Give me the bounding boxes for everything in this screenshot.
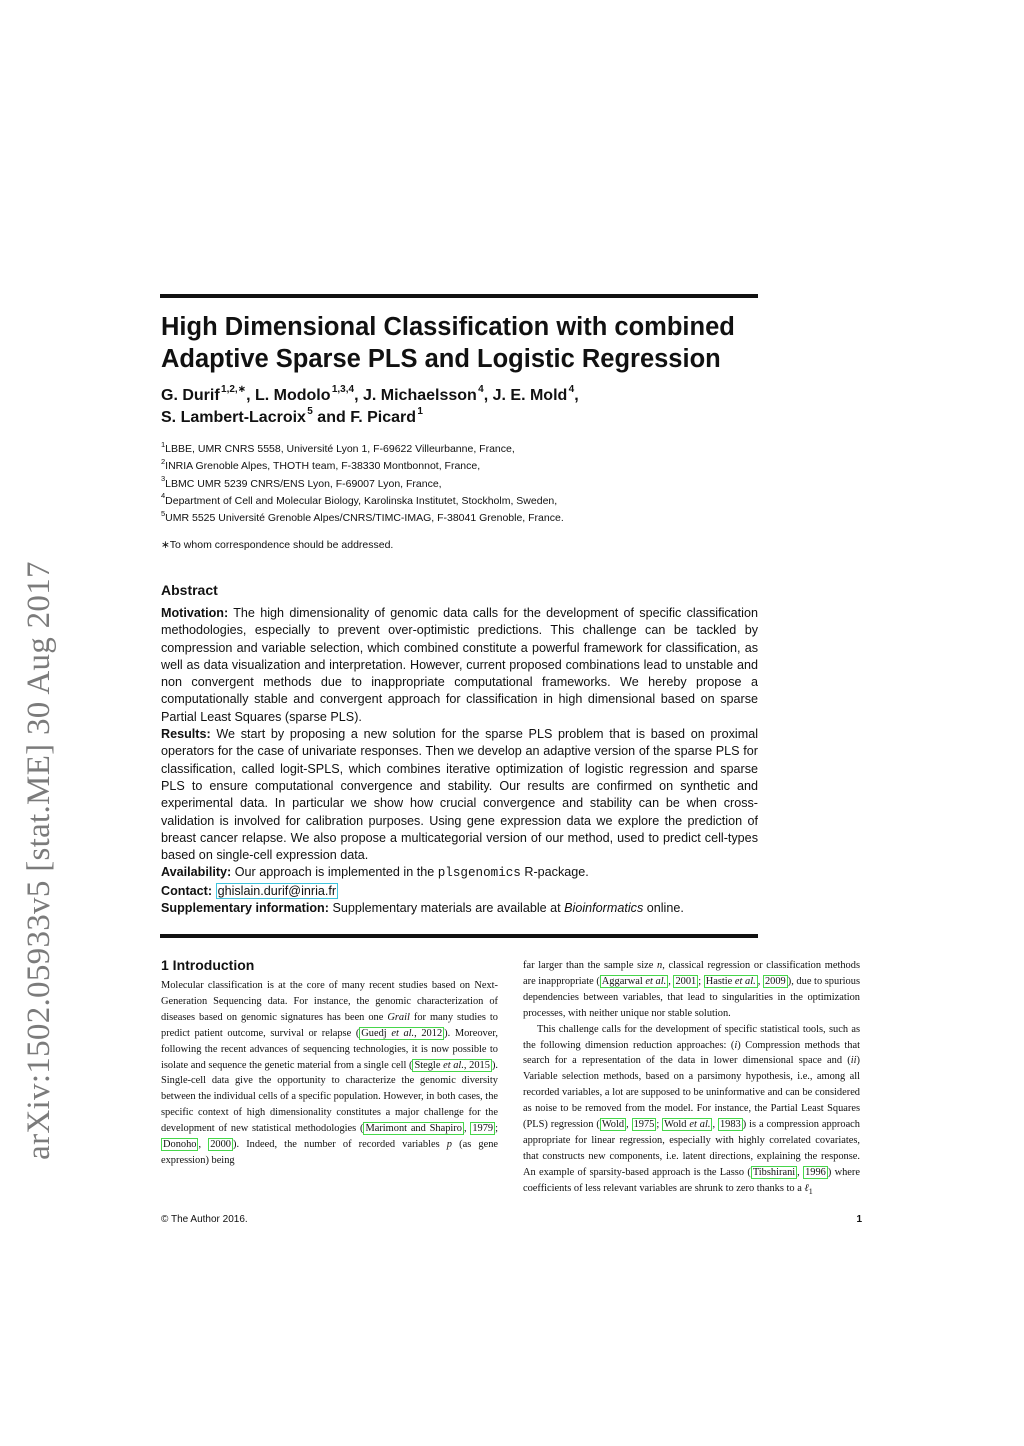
body-text: ). Single-cell data give the opportunity to characterize the genomic diversity between the individual cells of a specific population. However, in both cases, the specific context of high dimensionality constitutes a major challenge for the development of new statistical methodologies ( bbox=[161, 1059, 499, 1135]
math-subscript: 1 bbox=[808, 1186, 813, 1196]
body-text: ) Variable selection methods, based on a parsimony hypothesis, i.e., among all recorded variables, a lot are supposed to be uninformative and can be considered as noise to be removed from the model. For instance, the Partial Least Squares (PLS) regression ( bbox=[523, 1055, 860, 1131]
supplementary-label: Supplementary information: bbox=[161, 901, 329, 916]
availability-suffix: R-package. bbox=[524, 865, 589, 880]
body-text: Molecular classification is at the core of many recent studies based on Next-Generation Sequencing data. For instance, the genomic characterization of diseases based on genomic signatures has been one bbox=[161, 980, 498, 1023]
affiliation-number: 2 bbox=[161, 456, 166, 466]
title-top-rule bbox=[160, 294, 758, 298]
correspondence-note: ∗To whom correspondence should be addressed. bbox=[161, 539, 394, 551]
body-text: far larger than the sample size bbox=[523, 960, 654, 971]
intro-right-column bbox=[523, 958, 860, 1200]
arxiv-id: arXiv:1502.05933v5 [stat.ME] 30 Aug 2017 bbox=[20, 560, 57, 1160]
math-p: p bbox=[446, 1139, 452, 1151]
motivation-text: The high dimensionality of genomic data calls for the development of specific classification methodologies, especially to prevent over-optimistic predictions. This challenge can be tackled by compression and variable selection, which combined constitute a powerful framework for classification, as well as data visualization and interpretation. However, current proposed combinations lead to unstable and non convergent methods due to inappropriate computational frameworks. We hereby propose a computationally stable and convergent approach for classification in high dimensional based on sparse Partial Least Squares (sparse PLS). bbox=[161, 606, 758, 724]
author-and: and bbox=[317, 409, 346, 426]
author-name: J. E. Mold bbox=[492, 387, 568, 404]
package-name: plsgenomics bbox=[437, 866, 521, 881]
author-line-1: G. Durif $^{1,2,∗}$, L. Modolo $^{1,3,4}$, J. Michaelsson $^4$, J. E. Mold $^4$, bbox=[161, 383, 579, 404]
copyright-notice: © The Author 2016. bbox=[161, 1214, 248, 1225]
results-text: We start by proposing a new solution for the sparse PLS problem that is based on proximal operators for the case of univariate responses. Then we develop an adaptive version of the sparse PLS for classification, called logit-SPLS, which combines iterative optimization of logistic regression and sparse PLS to ensure computational convergence and stability. Our results are confirmed on synthetic and experimental data. In particular we show how crucial convergence and stability can be when cross-validation is involved for calibration purposes. Using gene expression data we explore the prediction of breast cancer relapse. We also propose a multicategorial version of our method, used to predict cell-types based on single-cell expression data. bbox=[161, 727, 759, 863]
intro-paragraph: Molecular classification is at the core of many recent studies based on Next-Generation Sequencing data. For instance, the genomic characterization of diseases based on genomic signatures has been one Grail for many studies to predict patient outcome, survival or relapse ( Guedj et al., 2012 ). Moreover, following the recent advances of sequencing technologies, it is now possible to isolate and sequence the genetic material from a single cell ( Stegle et al., 2015 ). Single-cell data give the opportunity to characterize the genomic diversity between the individual cells of a specific population. However, in both cases, the specific context of high dimensionality constitutes a major challenge for the development of new statistical methodologies ( Marimont and Shapiro , 1979 ; Donoho , 2000 ). Indeed, the number of recorded variables p (as gene expression) being bbox=[161, 980, 499, 1166]
body-text: ), due to spurious dependencies between variables, that lead to singularities in the optimization processes, with neither unique nor stable solution. bbox=[523, 975, 860, 1019]
affiliation-number: 5 bbox=[161, 508, 166, 518]
citation-link[interactable]: 1979 bbox=[472, 1123, 494, 1135]
availability-label: Availability: bbox=[161, 865, 232, 880]
abstract-body bbox=[161, 605, 758, 917]
math-ell: ℓ bbox=[804, 1182, 809, 1194]
affiliation-text: INRIA Grenoble Alpes, THOTH team, F-38330 Montbonnot, France, bbox=[165, 460, 481, 473]
citation-link[interactable]: 1975 bbox=[633, 1119, 655, 1131]
supplementary-text: Supplementary materials are available at bbox=[332, 901, 561, 916]
journal-name: Bioinformatics bbox=[564, 901, 644, 916]
math-n: n bbox=[657, 960, 663, 971]
intro-paragraph: far larger than the sample size n, classical regression or classification methods are inappropriate ( Aggarwal et al. , 2001 ; Hastie et al. , 2009 ), due to spurious dependencies between variables, that lead to singularities in the optimization processes, with neither unique nor stable solution. bbox=[523, 960, 860, 1019]
affiliation-number: 4 bbox=[161, 491, 166, 501]
abstract-supplementary bbox=[161, 900, 758, 917]
citation-link[interactable]: Donoho bbox=[163, 1139, 197, 1151]
citation-link[interactable]: Guedj et al., 2012 bbox=[361, 1027, 443, 1039]
body-text: , classical regression or classification methods are inappropriate ( bbox=[523, 960, 860, 987]
citation-link[interactable]: 2001 bbox=[675, 975, 697, 987]
abstract-bottom-rule bbox=[160, 934, 758, 938]
affiliation bbox=[161, 510, 761, 527]
author-list bbox=[161, 385, 761, 429]
author-name: L. Modolo bbox=[254, 387, 331, 404]
author-line-2 bbox=[161, 407, 761, 429]
emphasis: Grail bbox=[387, 1011, 410, 1023]
citation-link[interactable]: Tibshirani bbox=[752, 1166, 796, 1178]
motivation-label: Motivation: bbox=[161, 606, 229, 620]
author-affil-sup: 1,2,∗ bbox=[221, 383, 247, 395]
author-affil-sup: 4 bbox=[478, 383, 484, 395]
paper-title bbox=[161, 311, 781, 375]
page-number: 1 bbox=[856, 1214, 862, 1225]
citation-link[interactable]: Wold bbox=[601, 1119, 625, 1131]
citation-link[interactable]: Wold et al. bbox=[664, 1119, 711, 1131]
body-text: ). Indeed, the number of recorded variables bbox=[233, 1139, 440, 1151]
author-name: J. Michaelsson bbox=[362, 387, 477, 404]
arxiv-stamp bbox=[20, 560, 58, 1160]
abstract-motivation bbox=[161, 605, 758, 726]
abstract-contact bbox=[161, 883, 758, 900]
citation-link[interactable]: 1996 bbox=[805, 1166, 826, 1178]
affiliation bbox=[161, 441, 761, 458]
citation-link[interactable]: 1983 bbox=[719, 1119, 741, 1131]
abstract-availability bbox=[161, 864, 758, 882]
author-affil-sup: 4 bbox=[568, 383, 575, 395]
author-name: G. Durif bbox=[161, 387, 220, 404]
results-label: Results: bbox=[161, 727, 211, 742]
author-affil-sup: 5 bbox=[307, 405, 313, 417]
body-text: ) is a compression approach appropriate for linear regression, especially with highly correlated covariates, that constructs new components, i.e. latent directions, explaining the response. An example of sparsity-based approach is the Lasso ( bbox=[523, 1119, 860, 1178]
citation-link[interactable]: 2000 bbox=[210, 1139, 231, 1151]
math-ii: ii bbox=[850, 1055, 857, 1067]
intro-left-column bbox=[161, 978, 498, 1169]
intro-paragraph: This challenge calls for the development of specific statistical tools, such as the following dimension reduction approaches: (i) Compression methods that search for a representation of the data in lower dimensional space and (ii) Variable selection methods, based on a parsimony hypothesis, i.e., among all recorded variables, a lot are supposed to be uninformative and can be considered as noise to be removed from the model. For instance, the Partial Least Squares (PLS) regression ( Wold , 1975 ; Wold et al. , 1983 ) is a compression approach appropriate for linear regression, especially with highly correlated covariates, that constructs new components, i.e. latent directions, explaining the response. An example of sparsity-based approach is the Lasso ( Tibshirani , 1996 ) where coefficients of less relevant variables are shrunk to zero thanks to a ℓ$_1$ bbox=[523, 1023, 860, 1196]
section-heading-introduction: 1 Introduction bbox=[161, 957, 255, 973]
title-line-1: High Dimensional Classification with combined bbox=[161, 313, 735, 341]
title-line-2: Adaptive Sparse PLS and Logistic Regression bbox=[161, 345, 721, 373]
citation-link[interactable]: 2009 bbox=[764, 975, 786, 987]
affiliation-list bbox=[161, 441, 761, 527]
body-text: ) where coefficients of less relevant variables are shrunk to zero thanks to a bbox=[523, 1166, 860, 1194]
citation-link[interactable]: Marimont and Shapiro bbox=[365, 1123, 462, 1135]
affiliation-text: Department of Cell and Molecular Biology, Karolinska Institutet, Stockholm, Sweden, bbox=[165, 494, 558, 507]
affiliation bbox=[161, 476, 761, 493]
citation-link[interactable]: Hastie et al. bbox=[705, 975, 756, 987]
author-name: F. Picard bbox=[350, 409, 417, 426]
affiliation-number: 3 bbox=[161, 474, 166, 484]
citation-link[interactable]: Aggarwal et al. bbox=[601, 975, 667, 987]
abstract-heading: Abstract bbox=[161, 582, 218, 598]
contact-email-link[interactable]: ghislain.durif@inria.fr bbox=[217, 883, 337, 898]
author-name: S. Lambert-Lacroix bbox=[161, 409, 306, 426]
affiliation bbox=[161, 458, 761, 475]
contact-label: Contact: bbox=[161, 883, 213, 898]
math-i: i bbox=[734, 1039, 738, 1051]
author-affil-sup: 1,3,4 bbox=[331, 383, 355, 395]
affiliation-text: LBBE, UMR CNRS 5558, Université Lyon 1, F-69622 Villeurbanne, France, bbox=[165, 443, 515, 455]
body-text: (as gene expression) being bbox=[161, 1139, 499, 1166]
body-text: for many studies to predict patient outcome, survival or relapse ( bbox=[161, 1011, 498, 1039]
affiliation bbox=[161, 493, 761, 510]
affiliation-number: 1 bbox=[161, 439, 166, 449]
body-text: ) Compression methods that search for a representation of the data in lower dimensional space and ( bbox=[523, 1039, 860, 1067]
availability-text: Our approach is implemented in the bbox=[234, 865, 435, 880]
author-affil-sup: 1 bbox=[417, 405, 423, 417]
affiliation-text: UMR 5525 Université Grenoble Alpes/CNRS/TIMC-IMAG, F-38041 Grenoble, France. bbox=[165, 512, 564, 525]
citation-link[interactable]: Stegle et al., 2015 bbox=[414, 1059, 490, 1071]
affiliation-text: LBMC UMR 5239 CNRS/ENS Lyon, F-69007 Lyon, France, bbox=[165, 477, 442, 490]
supplementary-suffix: online. bbox=[646, 901, 684, 916]
body-text: ). Moreover, following the recent advances of sequencing technologies, it is now possible to isolate and sequence the genetic material from a single cell ( bbox=[161, 1027, 498, 1071]
body-text: This challenge calls for the development of specific statistical tools, such as the following dimension reduction approaches: ( bbox=[523, 1023, 860, 1051]
abstract-results bbox=[161, 726, 758, 864]
